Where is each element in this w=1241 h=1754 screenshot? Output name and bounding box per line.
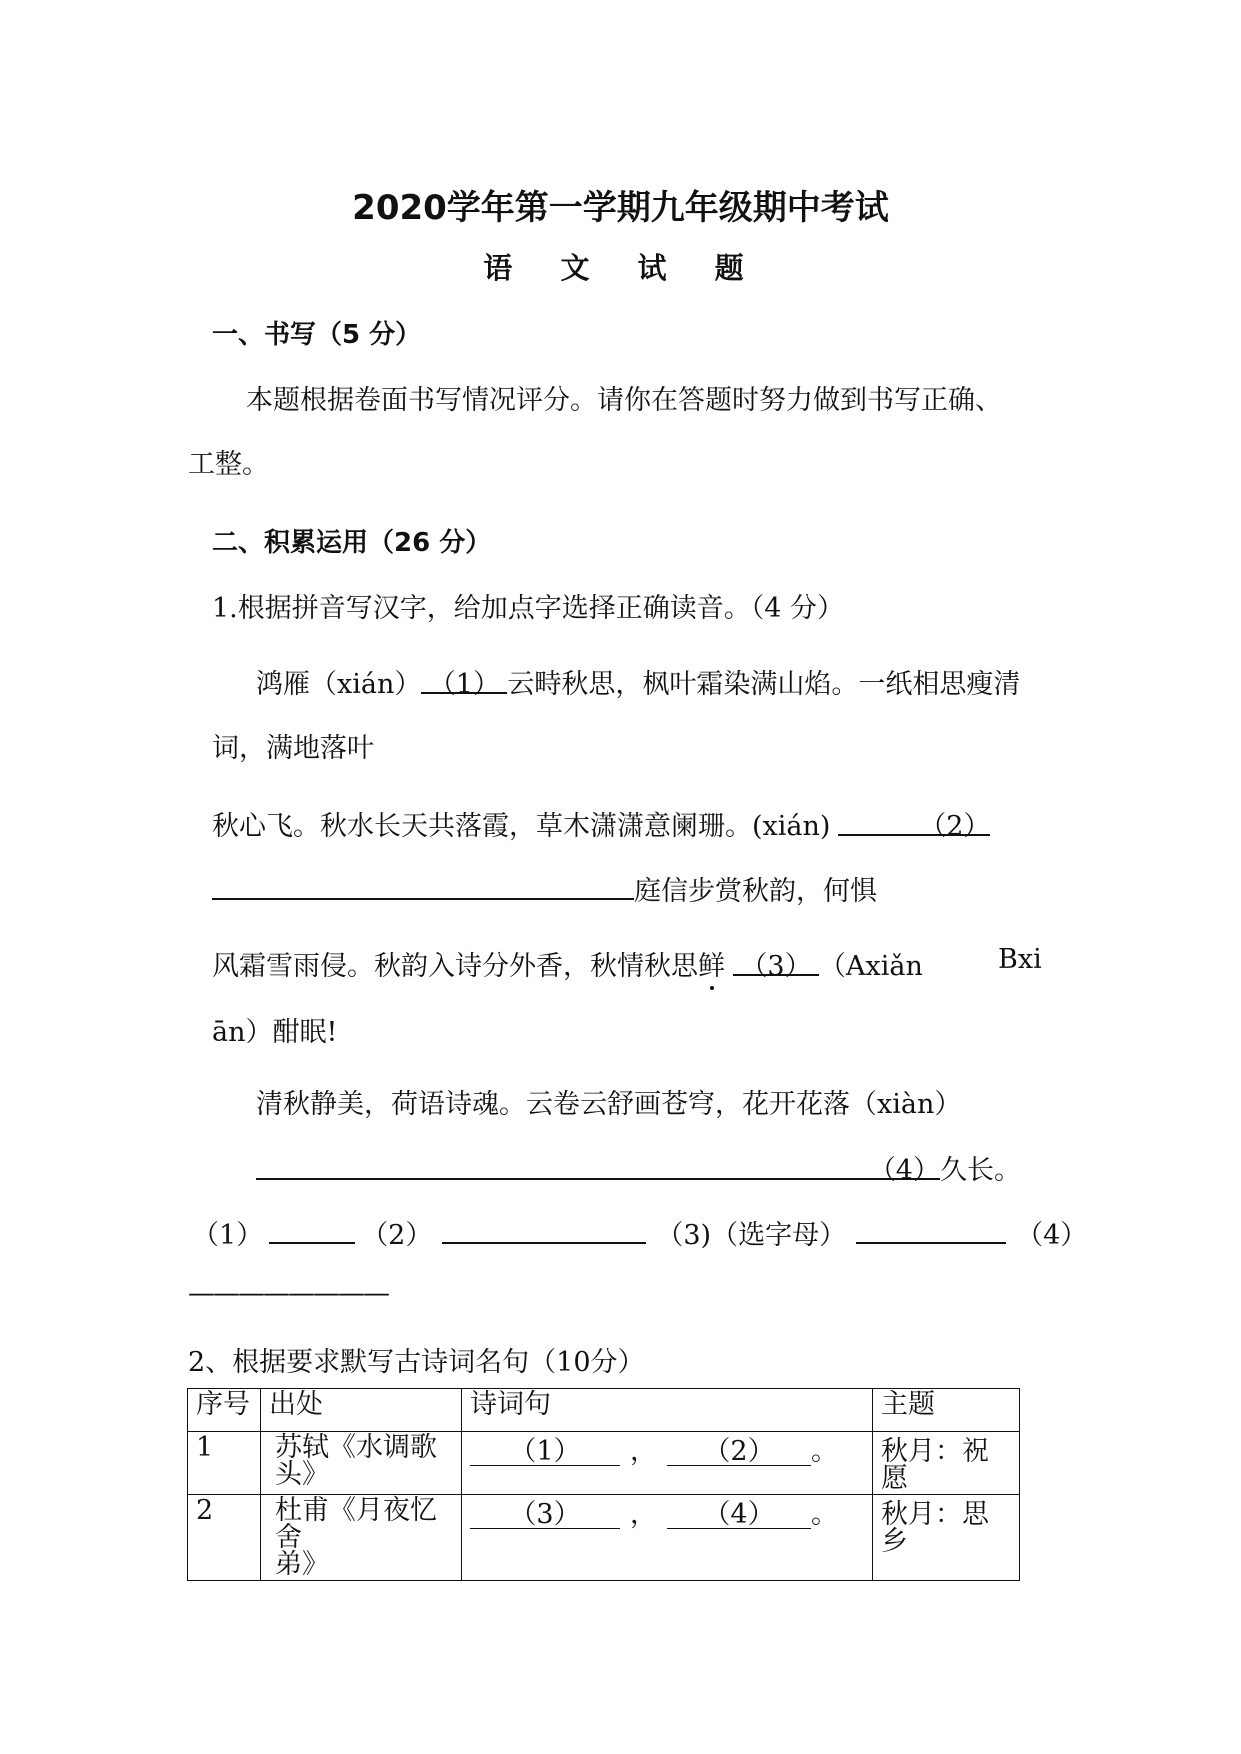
passage-line1 <box>256 662 1020 701</box>
row1-blank-1[interactable] <box>470 1438 620 1466</box>
row2-source-line2: 弟》 <box>275 1549 329 1580</box>
passage-line1-end: 云畤秋思，枫叶霜染满山焰。一纸相思瘦清 <box>507 669 1021 700</box>
passage-line3-text: 秋心飞。秋水长天共落霞，草木潇潇意阑珊。(xián) <box>212 811 831 842</box>
row1-period: 。 <box>811 1436 838 1467</box>
row2-blank-2-label: （4） <box>703 1499 775 1530</box>
blank-4[interactable] <box>256 1148 940 1186</box>
q1-prompt: 1.根据拼音写汉字，给加点字选择正确读音。（4 分） <box>212 593 845 624</box>
dotted-character: 鲜 <box>698 951 725 982</box>
passage-line5 <box>212 944 923 983</box>
blank-3-label: （3） <box>740 951 812 982</box>
option-a: （Axiǎn <box>819 951 923 982</box>
passage-line8 <box>256 1148 1021 1187</box>
passage-line8-text: 久长。 <box>940 1155 1021 1186</box>
row2-separator: ， <box>630 1499 657 1530</box>
passage-line1-start: 鸿雁（xián） <box>256 669 422 700</box>
table-header-row <box>188 1389 1020 1432</box>
passage-line7: 清秋静美，荷语诗魂。云卷云舒画苍穹，花开花落（xiàn） <box>256 1089 962 1120</box>
blank-2-continued[interactable] <box>212 868 634 900</box>
blank-1[interactable] <box>421 662 507 700</box>
section1-heading: 一、书写（5 分） <box>212 320 422 350</box>
answer-blank-4[interactable]: ———————— <box>188 1278 388 1309</box>
answer-blank-1[interactable] <box>269 1212 355 1244</box>
row2-source-line1: 杜甫《月夜忆舍 <box>275 1495 437 1553</box>
passage-line3 <box>212 804 990 843</box>
table-row <box>188 1495 1020 1581</box>
passage-line4 <box>212 868 877 908</box>
exam-title: 2020学年第一学期九年级期中考试 <box>352 188 889 228</box>
row2-blank-1-label: （3） <box>509 1499 581 1530</box>
row1-theme: 秋月：祝愿 <box>873 1432 1020 1495</box>
row2-period: 。 <box>811 1499 838 1530</box>
answer-label-2: （2） <box>361 1220 433 1251</box>
passage-line4-text: 庭信步赏秋韵，何惧 <box>634 876 877 907</box>
blank-1-label: （1） <box>428 669 500 700</box>
row2-number: 2 <box>188 1495 261 1581</box>
row1-blank-2-label: （2） <box>703 1436 775 1467</box>
header-source: 出处 <box>261 1389 462 1432</box>
row2-blank-2[interactable] <box>667 1501 811 1529</box>
answer-line <box>192 1212 1087 1252</box>
table-row <box>188 1432 1020 1495</box>
row1-blank-2[interactable] <box>667 1438 811 1466</box>
header-number: 序号 <box>188 1389 261 1432</box>
answer-label-1: （1） <box>192 1220 264 1251</box>
poem-table <box>187 1388 1020 1581</box>
blank-3[interactable] <box>733 944 819 982</box>
section1-paragraph-line1: 本题根据卷面书写情况评分。请你在答题时努力做到书写正确、 <box>246 385 1002 416</box>
row2-blank-1[interactable] <box>470 1501 620 1529</box>
answer-label-3: （3)（选字母） <box>656 1220 847 1251</box>
blank-2[interactable] <box>838 804 991 842</box>
row1-source-line1: 苏轼《水调歌 <box>275 1432 437 1463</box>
row2-theme: 秋月：思乡 <box>873 1495 1020 1581</box>
passage-line2: 词，满地落叶 <box>212 733 374 764</box>
answer-label-4: （4） <box>1016 1220 1088 1251</box>
header-verse: 诗词句 <box>462 1389 873 1432</box>
passage-line5-text: 风霜雪雨侵。秋韵入诗分外香，秋情秋思 <box>212 951 698 982</box>
option-b: Bxi <box>998 944 1042 975</box>
passage-line6: ān）酣眠! <box>212 1017 338 1048</box>
row1-verse <box>462 1432 873 1495</box>
row1-blank-1-label: （1） <box>509 1436 581 1467</box>
row1-source-line2: 头》 <box>275 1459 329 1490</box>
row1-separator: ， <box>630 1436 657 1467</box>
section2-heading: 二、积累运用（26 分） <box>212 528 492 558</box>
answer-blank-2[interactable] <box>442 1212 646 1244</box>
answer-blank-3[interactable] <box>856 1212 1006 1244</box>
row2-verse <box>462 1495 873 1581</box>
blank-2-label: （2） <box>919 811 991 842</box>
q2-prompt: 2、根据要求默写古诗词名句（10分） <box>188 1347 645 1378</box>
blank-4-label: （4） <box>868 1155 940 1186</box>
section1-paragraph-line2: 工整。 <box>188 449 269 480</box>
header-theme: 主题 <box>873 1389 1020 1432</box>
row2-source <box>261 1495 462 1581</box>
row1-number: 1 <box>188 1432 261 1495</box>
row1-source <box>261 1432 462 1495</box>
exam-subtitle: 语 文 试 题 <box>483 251 758 285</box>
